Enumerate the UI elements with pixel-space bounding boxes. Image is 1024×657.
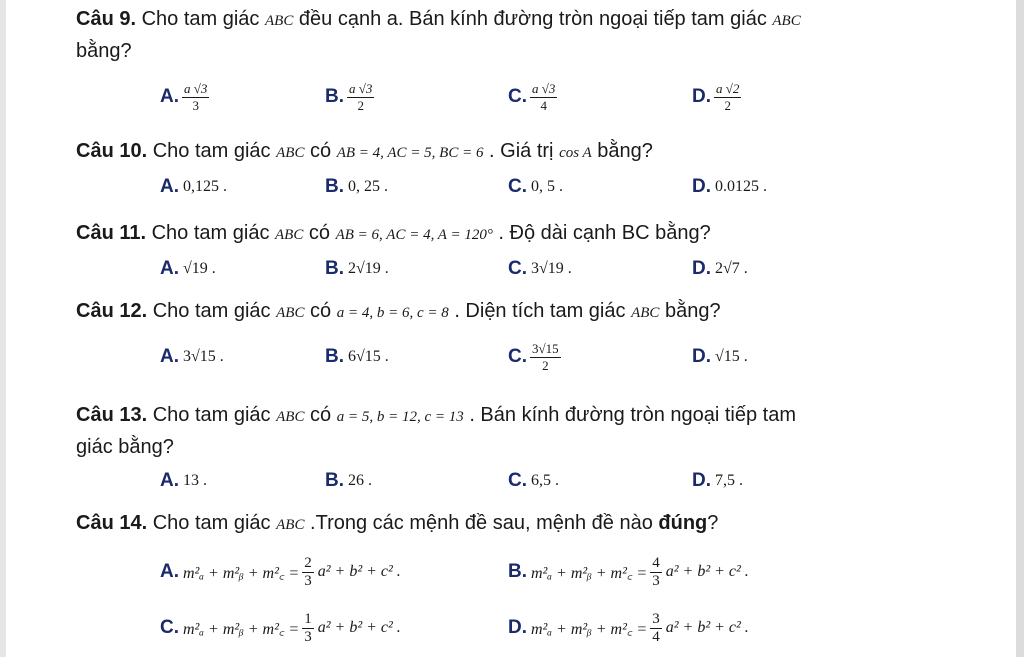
formula-rhs: a² + b² + c² . — [317, 563, 401, 580]
denominator: 4 — [652, 628, 660, 645]
question-11 — [76, 218, 936, 250]
option-label: D. — [692, 258, 711, 279]
math-abc: ABC — [275, 227, 304, 243]
option-a[interactable] — [160, 340, 224, 374]
option-a[interactable] — [160, 80, 209, 114]
numerator: a √3 — [349, 80, 373, 96]
option-label: A. — [160, 346, 179, 367]
fraction — [302, 555, 314, 590]
option-c[interactable] — [160, 608, 401, 648]
option-label: C. — [508, 258, 527, 279]
question-text: ? — [707, 512, 719, 534]
option-c[interactable] — [508, 464, 559, 498]
option-b[interactable] — [325, 80, 374, 114]
fraction — [530, 81, 557, 114]
question-text: có — [308, 222, 331, 244]
option-d[interactable] — [692, 80, 741, 114]
question-13 — [76, 400, 936, 462]
denominator: 2 — [724, 97, 731, 113]
option-b[interactable] — [325, 170, 388, 204]
option-d[interactable] — [692, 340, 748, 374]
formula-rhs: a² + b² + c² . — [317, 619, 401, 636]
options-q11 — [0, 252, 1024, 286]
option-label: C. — [508, 346, 527, 367]
question-text: . Bán kính đường tròn ngoại tiếp tam — [469, 404, 797, 426]
option-c[interactable] — [508, 252, 572, 286]
option-a[interactable] — [160, 170, 227, 204]
option-label: D. — [692, 346, 711, 367]
option-label: B. — [325, 86, 344, 107]
option-label: B. — [508, 561, 527, 582]
question-text: . Độ dài cạnh BC bằng? — [498, 222, 711, 244]
math-abc: ABC — [265, 13, 294, 29]
question-text: Cho tam giác — [152, 300, 271, 322]
math-abc: ABC — [772, 13, 801, 29]
emphasis-text: đúng — [658, 512, 708, 534]
question-text: . Giá trị — [489, 140, 554, 162]
question-text: có — [310, 140, 332, 162]
numerator: 4 — [652, 554, 660, 571]
formula-lhs: m²ₐ + m²ᵦ + m²꜀ = — [531, 565, 648, 582]
question-text: có — [310, 404, 332, 426]
option-label: C. — [508, 86, 527, 107]
option-label: C. — [508, 176, 527, 197]
question-text: Cho tam giác — [151, 222, 270, 244]
option-value: √15 . — [715, 348, 748, 365]
fraction — [714, 81, 741, 114]
numerator: 2 — [304, 554, 312, 571]
option-value: 6√15 . — [348, 348, 389, 365]
numerator: a √3 — [184, 80, 208, 96]
option-value: 0, 25 . — [348, 178, 388, 195]
option-label: B. — [325, 258, 344, 279]
question-text: . Diện tích tam giác — [454, 300, 626, 322]
option-c[interactable] — [508, 340, 561, 374]
question-text: bằng? — [664, 300, 721, 322]
fraction — [302, 611, 314, 646]
question-9 — [76, 4, 936, 66]
formula-lhs: m²ₐ + m²ᵦ + m²꜀ = — [183, 621, 300, 638]
option-label: D. — [692, 470, 711, 491]
options-q14-row1 — [0, 552, 1024, 592]
option-label: D. — [692, 86, 711, 107]
option-a[interactable] — [160, 464, 207, 498]
option-label: A. — [160, 470, 179, 491]
option-d[interactable] — [692, 170, 767, 204]
denominator: 2 — [542, 357, 549, 373]
numerator: 1 — [304, 610, 312, 627]
option-d[interactable] — [692, 464, 743, 498]
option-label: D. — [508, 617, 527, 638]
options-q13 — [0, 464, 1024, 498]
formula-lhs: m²ₐ + m²ᵦ + m²꜀ = — [531, 621, 648, 638]
option-b[interactable] — [325, 252, 389, 286]
option-label: B. — [325, 346, 344, 367]
option-label: A. — [160, 176, 179, 197]
option-label: C. — [508, 470, 527, 491]
formula-rhs: a² + b² + c² . — [665, 619, 749, 636]
question-number: Câu 9. — [76, 8, 137, 30]
option-d[interactable] — [692, 252, 748, 286]
question-text: bằng? — [597, 140, 653, 162]
option-value: 6,5 . — [531, 472, 559, 489]
math-condition: a = 4, b = 6, c = 8 — [336, 305, 449, 321]
question-number: Câu 13. — [76, 404, 148, 426]
option-value: 3√15 . — [183, 348, 224, 365]
question-text: giác bằng? — [76, 436, 174, 458]
question-text: đều cạnh a. Bán kính đường tròn ngoại tiếp tam giác — [298, 8, 767, 30]
math-condition: AB = 4, AC = 5, BC = 6 — [336, 145, 484, 161]
question-10 — [76, 136, 936, 168]
option-value: 0, 5 . — [531, 178, 563, 195]
fraction — [650, 555, 662, 590]
math-cos: cos A — [559, 145, 592, 161]
question-number: Câu 11. — [76, 222, 147, 244]
denominator: 3 — [304, 628, 312, 645]
question-text: Cho tam giác — [152, 140, 271, 162]
option-b[interactable] — [325, 340, 389, 374]
option-value: 2√7 . — [715, 260, 748, 277]
option-label: C. — [160, 617, 179, 638]
options-q9 — [0, 80, 1024, 114]
question-text: Cho tam giác — [152, 404, 271, 426]
question-text: .Trong các mệnh đề sau, mệnh đề nào — [310, 512, 653, 534]
option-b[interactable] — [325, 464, 372, 498]
option-b[interactable] — [508, 552, 749, 592]
options-q12 — [0, 340, 1024, 374]
options-q10 — [0, 170, 1024, 204]
options-q14-row2 — [0, 608, 1024, 648]
option-label: A. — [160, 86, 179, 107]
numerator: 3√15 — [532, 340, 559, 356]
fraction — [347, 81, 374, 114]
question-14 — [76, 508, 936, 540]
option-d[interactable] — [508, 608, 749, 648]
math-abc: ABC — [276, 305, 305, 321]
denominator: 3 — [304, 572, 312, 589]
option-a[interactable] — [160, 552, 401, 592]
question-number: Câu 12. — [76, 300, 148, 322]
numerator: a √3 — [532, 80, 556, 96]
option-value: 3√19 . — [531, 260, 572, 277]
option-value: 2√19 . — [348, 260, 389, 277]
numerator: a √2 — [716, 80, 740, 96]
math-abc: ABC — [276, 409, 305, 425]
question-text: có — [310, 300, 332, 322]
option-value: 7,5 . — [715, 472, 743, 489]
option-label: A. — [160, 258, 179, 279]
option-label: D. — [692, 176, 711, 197]
numerator: 3 — [652, 610, 660, 627]
option-label: A. — [160, 561, 179, 582]
option-value: 0,125 . — [183, 178, 227, 195]
question-text: Cho tam giác — [152, 512, 271, 534]
denominator: 3 — [652, 572, 660, 589]
option-c[interactable] — [508, 170, 563, 204]
fraction — [182, 81, 209, 114]
math-condition: a = 5, b = 12, c = 13 — [336, 409, 464, 425]
question-number: Câu 10. — [76, 140, 148, 162]
option-label: B. — [325, 470, 344, 491]
math-abc: ABC — [276, 517, 305, 533]
formula-lhs: m²ₐ + m²ᵦ + m²꜀ = — [183, 565, 300, 582]
option-value: 26 . — [348, 472, 372, 489]
option-label: B. — [325, 176, 344, 197]
fraction — [650, 611, 662, 646]
question-number: Câu 14. — [76, 512, 148, 534]
option-value: √19 . — [183, 260, 216, 277]
math-abc: ABC — [631, 305, 660, 321]
option-value: 13 . — [183, 472, 207, 489]
question-text: Cho tam giác — [141, 8, 260, 30]
question-12 — [76, 296, 936, 328]
denominator: 4 — [540, 97, 547, 113]
option-a[interactable] — [160, 252, 216, 286]
question-text: bằng? — [76, 40, 132, 62]
fraction — [530, 341, 561, 374]
denominator: 2 — [357, 97, 364, 113]
math-abc: ABC — [276, 145, 305, 161]
formula-rhs: a² + b² + c² . — [665, 563, 749, 580]
math-condition: AB = 6, AC = 4, A = 120° — [335, 227, 493, 243]
option-c[interactable] — [508, 80, 557, 114]
option-value: 0.0125 . — [715, 178, 767, 195]
denominator: 3 — [192, 97, 199, 113]
